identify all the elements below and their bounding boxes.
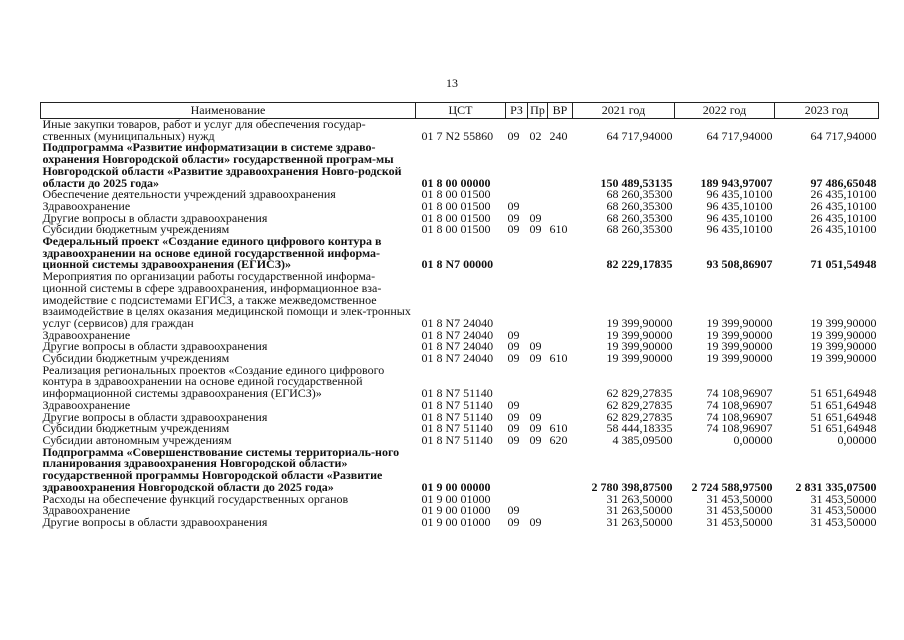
- row-pr: [528, 447, 548, 494]
- row-pr: 09: [529, 339, 542, 354]
- row-pr: [528, 142, 548, 189]
- row-cst: 01 8 N7 24040: [421, 351, 494, 366]
- row-name: Здравоохранение: [42, 198, 131, 213]
- row-2021: 68 260,35300: [606, 210, 673, 225]
- row-2022: 189 943,97007: [700, 175, 773, 190]
- row-cst: 01 8 N7 24040: [421, 315, 494, 330]
- row-rz: 09: [507, 514, 520, 529]
- row-2022: 96 435,10100: [706, 222, 773, 237]
- row-cst: 01 9 00 01000: [421, 491, 491, 506]
- row-pr: 09: [529, 210, 542, 225]
- row-2021: 31 263,50000: [606, 491, 673, 506]
- row-2022: 31 453,50000: [706, 491, 773, 506]
- row-rz: 09: [507, 351, 520, 366]
- row-vr: [548, 189, 573, 201]
- row-2022: 19 399,90000: [706, 327, 773, 342]
- row-vr: [548, 447, 573, 494]
- row-rz: [506, 447, 528, 494]
- row-cst: 01 7 N2 55860: [421, 128, 494, 143]
- row-2023: 19 399,90000: [810, 315, 877, 330]
- header-vr: ВР: [548, 103, 573, 119]
- header-name: Наименование: [41, 103, 416, 119]
- row-name: Субсидии бюджетным учреждениям: [42, 351, 230, 366]
- table-body: [41, 119, 879, 529]
- row-cst: 01 8 00 01500: [421, 210, 491, 225]
- row-pr: [528, 189, 548, 201]
- row-vr: [548, 201, 573, 213]
- row-2021: 4 385,09500: [612, 432, 673, 447]
- table-row: [41, 447, 879, 494]
- row-2022: 19 399,90000: [706, 315, 773, 330]
- row-pr: [528, 236, 548, 271]
- row-name: Иные закупки товаров, работ и услуг для обеспечения государ-ственных (муниципальных) нужд: [42, 117, 366, 143]
- row-name: Здравоохранение: [42, 503, 131, 518]
- row-2023: 19 399,90000: [810, 339, 877, 354]
- header-2023: 2023 год: [775, 103, 879, 119]
- table-row: [41, 142, 879, 189]
- row-pr: 09: [529, 514, 542, 529]
- row-2021: 31 263,50000: [606, 514, 673, 529]
- table-row: [41, 119, 879, 143]
- row-name: Здравоохранение: [42, 397, 131, 412]
- row-vr: 610: [549, 421, 568, 436]
- row-name: Подпрограмма «Совершенствование системы территориаль-ного планирования здравоохранения Новгородской области» государственной программы Новгородской области «Развитие здравоохранения Новгородской области до 2025 года»: [42, 444, 400, 494]
- row-pr: [528, 494, 548, 506]
- row-2021: 58 444,18335: [606, 421, 673, 436]
- row-2023: 31 453,50000: [810, 503, 877, 518]
- row-2023: 71 051,54948: [810, 257, 877, 272]
- row-name: Другие вопросы в области здравоохранения: [42, 409, 268, 424]
- row-cst: 01 8 N7 51140: [421, 409, 493, 424]
- row-vr: [548, 142, 573, 189]
- row-2023: 0,00000: [837, 432, 877, 447]
- row-vr: [548, 517, 573, 529]
- row-2023: 51 651,64948: [810, 397, 877, 412]
- row-name: Субсидии автономным учреждениям: [42, 432, 232, 447]
- row-pr: 09: [529, 222, 542, 237]
- row-2023: 64 717,94000: [810, 128, 877, 143]
- row-2022: 96 435,10100: [706, 210, 773, 225]
- row-rz: [506, 271, 528, 330]
- row-vr: [548, 400, 573, 412]
- row-name: Здравоохранение: [42, 327, 131, 342]
- row-cst: 01 8 N7 51140: [421, 386, 493, 401]
- row-2022: 93 508,86907: [706, 257, 773, 272]
- row-rz: 09: [507, 503, 520, 518]
- row-2021: 64 717,94000: [606, 128, 673, 143]
- row-pr: 09: [529, 409, 542, 424]
- row-cst: 01 8 00 01500: [421, 222, 491, 237]
- row-cst: 01 8 N7 24040: [421, 327, 494, 342]
- header-pr: Пр: [528, 103, 548, 119]
- row-cst: 01 8 00 01500: [421, 187, 491, 202]
- row-2022: 31 453,50000: [706, 503, 773, 518]
- row-cst: 01 8 N7 51140: [421, 432, 493, 447]
- row-vr: 610: [549, 222, 568, 237]
- header-2021: 2021 год: [573, 103, 675, 119]
- row-2023: 31 453,50000: [810, 514, 877, 529]
- row-rz: 09: [507, 222, 520, 237]
- row-cst: 01 8 N7 24040: [421, 339, 494, 354]
- row-rz: 09: [507, 210, 520, 225]
- row-2021: 82 229,17835: [606, 257, 673, 272]
- row-vr: [548, 271, 573, 330]
- row-pr: [528, 365, 548, 400]
- row-vr: [548, 505, 573, 517]
- table-row: [41, 365, 879, 400]
- row-2022: 74 108,96907: [706, 421, 773, 436]
- row-2021: 2 780 398,87500: [591, 479, 673, 494]
- row-2021: 62 829,27835: [606, 397, 673, 412]
- row-vr: [548, 365, 573, 400]
- row-2022: 64 717,94000: [706, 128, 773, 143]
- row-2021: 19 399,90000: [606, 315, 673, 330]
- row-2021: 19 399,90000: [606, 327, 673, 342]
- row-2021: 19 399,90000: [606, 351, 673, 366]
- row-cst: 01 9 00 01000: [421, 514, 491, 529]
- row-2022: 74 108,96907: [706, 397, 773, 412]
- row-cst: 01 9 00 01000: [421, 503, 491, 518]
- row-cst: 01 8 N7 51140: [421, 397, 493, 412]
- row-2023: 26 435,10100: [810, 210, 877, 225]
- row-vr: 620: [549, 432, 568, 447]
- row-cst: 01 8 00 01500: [421, 198, 491, 213]
- table-row: [41, 236, 879, 271]
- row-rz: [506, 236, 528, 271]
- row-2021: 68 260,35300: [606, 198, 673, 213]
- row-rz: 09: [507, 432, 520, 447]
- row-2023: 2 831 335,07500: [795, 479, 877, 494]
- row-vr: [548, 330, 573, 342]
- row-2023: 19 399,90000: [810, 327, 877, 342]
- header-2022: 2022 год: [675, 103, 775, 119]
- row-2022: 31 453,50000: [706, 514, 773, 529]
- budget-table: [40, 102, 879, 529]
- row-2021: 31 263,50000: [606, 503, 673, 518]
- row-cst: 01 9 00 00000: [421, 479, 491, 494]
- row-2021: 150 489,53135: [600, 175, 673, 190]
- row-cst: 01 8 N7 00000: [421, 257, 494, 272]
- row-2023: 51 651,64948: [810, 421, 877, 436]
- row-2022: 74 108,96907: [706, 409, 773, 424]
- row-2023: 97 486,65048: [810, 175, 877, 190]
- row-2021: 62 829,27835: [606, 409, 673, 424]
- row-name: Другие вопросы в области здравоохранения: [42, 210, 268, 225]
- row-pr: 09: [529, 351, 542, 366]
- row-2023: 19 399,90000: [810, 351, 877, 366]
- row-2022: 74 108,96907: [706, 386, 773, 401]
- row-2023: 26 435,10100: [810, 187, 877, 202]
- row-vr: 610: [549, 351, 568, 366]
- row-vr: [548, 494, 573, 506]
- row-name: Другие вопросы в области здравоохранения: [42, 339, 268, 354]
- row-rz: 09: [507, 128, 520, 143]
- row-2022: 19 399,90000: [706, 339, 773, 354]
- row-rz: 09: [507, 198, 520, 213]
- row-name: Расходы на обеспечение функций государственных органов: [42, 491, 349, 506]
- row-2022: 96 435,10100: [706, 198, 773, 213]
- row-2021: 62 829,27835: [606, 386, 673, 401]
- row-name: Субсидии бюджетным учреждениям: [42, 222, 230, 237]
- row-name: Обеспечение деятельности учреждений здравоохранения: [42, 187, 336, 202]
- row-vr: 240: [549, 128, 568, 143]
- row-2021: 19 399,90000: [606, 339, 673, 354]
- row-rz: 09: [507, 409, 520, 424]
- header-cst: ЦСТ: [416, 103, 506, 119]
- row-rz: [506, 142, 528, 189]
- row-rz: 09: [507, 421, 520, 436]
- table-row: [41, 271, 879, 330]
- row-cst: 01 8 N7 51140: [421, 421, 493, 436]
- row-2023: 26 435,10100: [810, 198, 877, 213]
- row-2021: 68 260,35300: [606, 222, 673, 237]
- table-row: [41, 517, 879, 529]
- row-name: Субсидии бюджетным учреждениям: [42, 421, 230, 436]
- row-name: Другие вопросы в области здравоохранения: [42, 514, 268, 529]
- row-pr: 02: [529, 128, 542, 143]
- row-2022: 2 724 588,97500: [691, 479, 773, 494]
- row-vr: [548, 236, 573, 271]
- row-rz: 09: [507, 339, 520, 354]
- row-name: Мероприятия по организации работы государственной информа-ционной системы в сфере здравоохранения, информационное вза-имодействие с подсистемами ЕГИСЗ, а также межведомственное взаимодействие в целях оказания медицинской помощи и элек-тронных услуг (сервисов) для граждан: [42, 269, 411, 330]
- row-2023: 26 435,10100: [810, 222, 877, 237]
- row-name: Реализация региональных проектов «Создание единого цифрового контура в здравоохранении на основе единой государственной информационной системы здравоохранения (ЕГИСЗ)»: [42, 362, 385, 401]
- row-cst: 01 8 00 00000: [421, 175, 491, 190]
- row-name: Федеральный проект «Создание единого цифрового контура в здравоохранении на основе единой государственной информа-ционной системы здравоохранения (ЕГИСЗ)»: [42, 234, 382, 272]
- row-2022: 96 435,10100: [706, 187, 773, 202]
- row-rz: 09: [507, 327, 520, 342]
- row-2022: 19 399,90000: [706, 351, 773, 366]
- row-pr: [528, 271, 548, 330]
- row-pr: 09: [529, 421, 542, 436]
- row-2021: 68 260,35300: [606, 187, 673, 202]
- row-2023: 31 453,50000: [810, 491, 877, 506]
- row-rz: [506, 365, 528, 400]
- row-pr: 09: [529, 432, 542, 447]
- row-rz: 09: [507, 397, 520, 412]
- row-name: Подпрограмма «Развитие информатизации в системе здраво-охранения Новгородской области» государственной програм-мы Новгородской области «Развитие здравоохранения Новго-родской области до 2025 года»: [42, 140, 402, 190]
- row-2023: 51 651,64948: [810, 409, 877, 424]
- row-2023: 51 651,64948: [810, 386, 877, 401]
- header-rz: РЗ: [506, 103, 528, 119]
- page-number: 13: [446, 76, 458, 90]
- row-2022: 0,00000: [733, 432, 773, 447]
